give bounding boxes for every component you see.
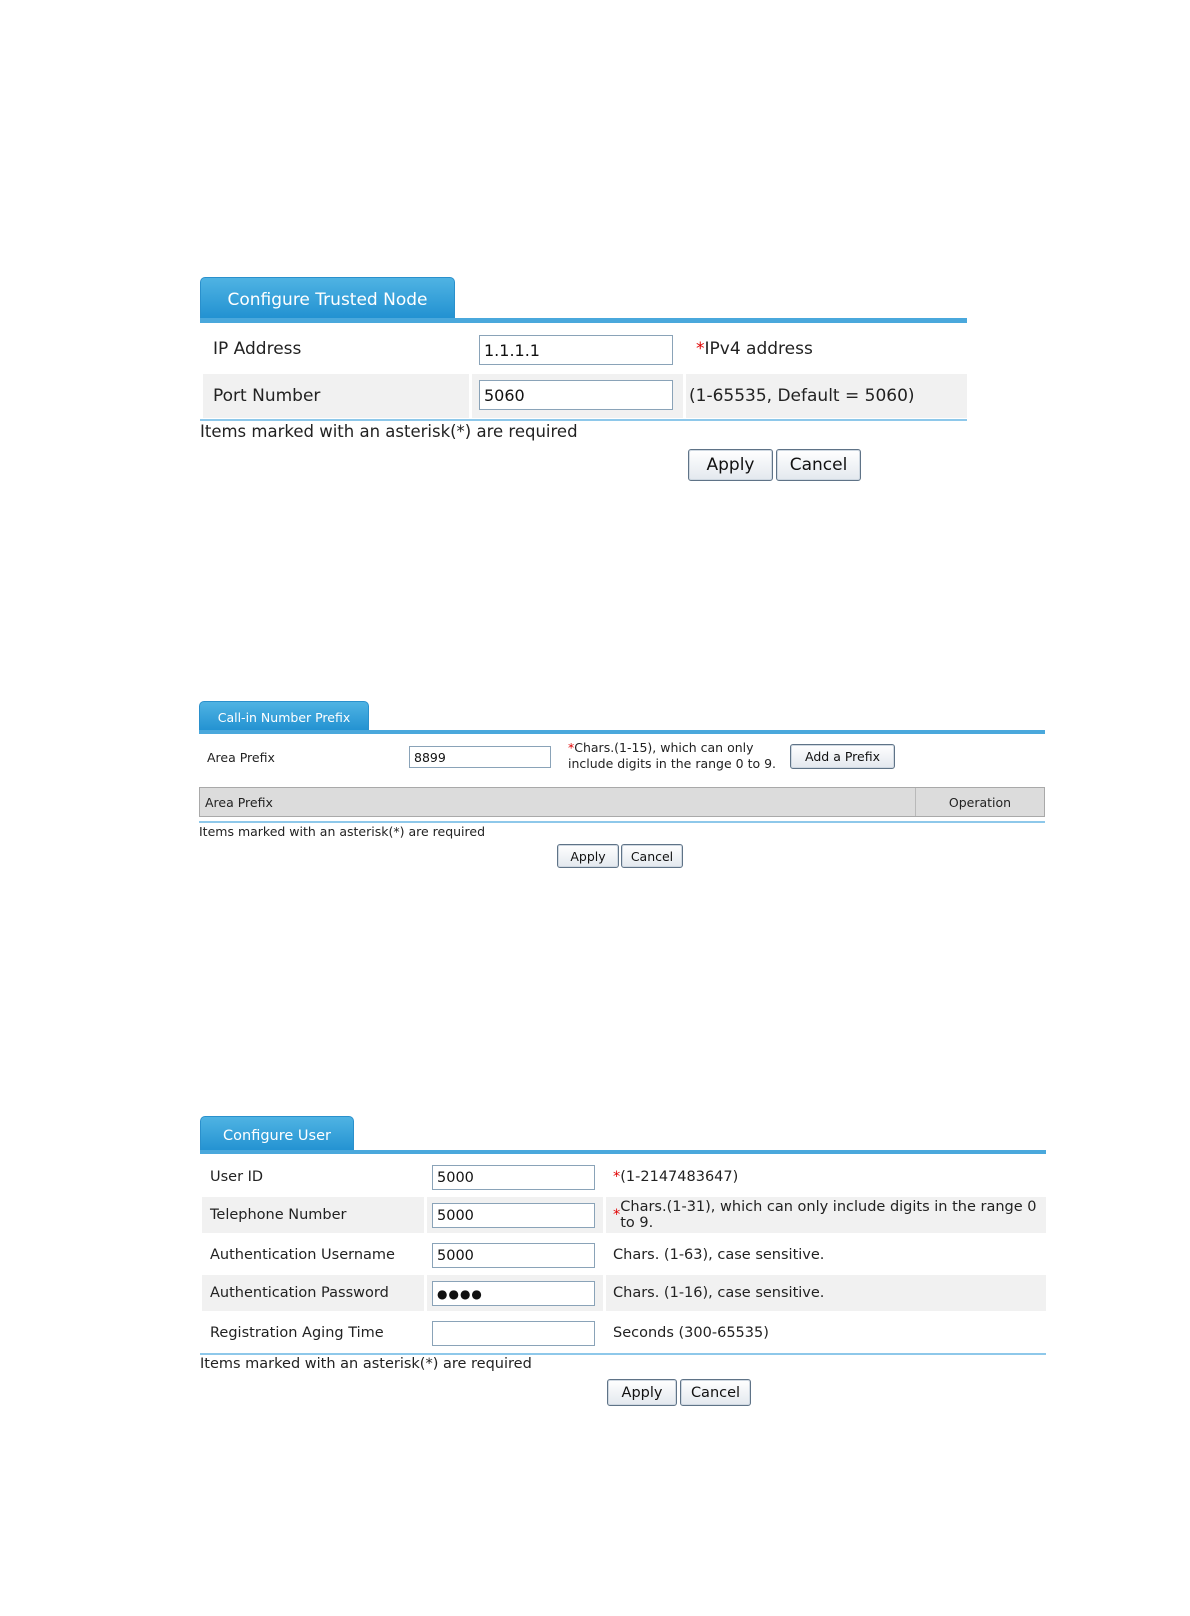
ip-address-value: 1.1.1.1 [484, 340, 540, 360]
prefix-table-header [199, 787, 1045, 817]
tab-callin-number-prefix[interactable] [199, 701, 369, 733]
port-number-hint: (1-65535, Default = 5060) [689, 386, 915, 406]
area-prefix-input[interactable] [409, 746, 551, 768]
area-prefix-label: Area Prefix [207, 749, 275, 765]
area-prefix-value: 8899 [414, 749, 446, 765]
telephone-number-hint: Chars.(1-31), which can only include digits in the range 0 to 9. [620, 1199, 1037, 1231]
required-note: Items marked with an asterisk(*) are required [200, 422, 578, 441]
user-id-row [200, 1158, 1046, 1196]
auth-username-input[interactable] [432, 1243, 595, 1268]
tab-label: Configure Trusted Node [227, 289, 428, 310]
required-note: Items marked with an asterisk(*) are required [200, 1356, 532, 1372]
form-bottom-line [200, 419, 967, 421]
auth-username-value: 5000 [437, 1247, 474, 1264]
apply-label: Apply [621, 1384, 663, 1401]
auth-password-label: Authentication Password [210, 1285, 389, 1301]
trusted-node-panel [200, 277, 967, 487]
registration-aging-row [200, 1314, 1046, 1352]
ip-address-hint: IPv4 address [704, 339, 813, 359]
col-area-prefix: Area Prefix [205, 794, 273, 810]
tab-underline [199, 730, 1045, 734]
auth-password-value: ●●●● [437, 1286, 483, 1301]
apply-label: Apply [570, 848, 606, 864]
auth-username-hint: Chars. (1-63), case sensitive. [613, 1247, 825, 1263]
telephone-number-label: Telephone Number [210, 1207, 347, 1223]
auth-password-input[interactable] [432, 1281, 595, 1306]
cancel-label: Cancel [789, 455, 848, 475]
apply-button[interactable] [688, 449, 773, 481]
form-bottom-line [200, 1353, 1046, 1355]
tab-label: Configure User [223, 1127, 331, 1144]
user-id-input[interactable] [432, 1165, 595, 1190]
area-prefix-row [199, 737, 1045, 777]
required-asterisk: * [613, 1169, 621, 1185]
tab-configure-user[interactable] [200, 1116, 354, 1154]
cancel-button[interactable] [776, 449, 861, 481]
telephone-number-row [200, 1197, 1046, 1233]
col-operation: Operation [948, 794, 1012, 810]
apply-label: Apply [706, 455, 755, 475]
registration-aging-label: Registration Aging Time [210, 1325, 384, 1341]
required-asterisk: * [696, 339, 705, 359]
apply-button[interactable] [557, 844, 619, 868]
tab-underline [200, 318, 967, 323]
area-hint-line1: Chars.(1-15), which can only [574, 740, 754, 755]
tab-underline [200, 1150, 1046, 1154]
apply-button[interactable] [607, 1379, 677, 1406]
auth-password-row [200, 1275, 1046, 1311]
port-number-value: 5060 [484, 385, 525, 405]
ip-address-input[interactable] [479, 335, 673, 365]
callin-prefix-panel [199, 701, 1045, 871]
cancel-label: Cancel [630, 848, 674, 864]
auth-password-hint: Chars. (1-16), case sensitive. [613, 1285, 825, 1301]
required-note: Items marked with an asterisk(*) are required [199, 824, 486, 839]
registration-aging-input[interactable] [432, 1321, 595, 1346]
registration-aging-hint: Seconds (300-65535) [613, 1325, 769, 1341]
telephone-number-input[interactable] [432, 1203, 595, 1228]
port-number-input[interactable] [479, 380, 673, 410]
required-asterisk: * [613, 1207, 621, 1223]
cancel-button[interactable] [680, 1379, 751, 1406]
user-id-value: 5000 [437, 1169, 474, 1186]
tab-label: Call-in Number Prefix [217, 710, 351, 725]
add-prefix-label: Add a Prefix [805, 749, 880, 764]
user-id-label: User ID [210, 1169, 264, 1185]
auth-username-row [200, 1236, 1046, 1274]
tab-configure-trusted-node[interactable] [200, 277, 455, 321]
ip-address-row [200, 328, 967, 370]
area-hint-line2: include digits in the range 0 to 9. [568, 756, 777, 771]
ip-address-label: IP Address [213, 339, 302, 359]
user-id-hint: (1-2147483647) [620, 1169, 739, 1185]
telephone-number-value: 5000 [437, 1207, 474, 1224]
auth-username-label: Authentication Username [210, 1247, 395, 1263]
port-number-label: Port Number [213, 386, 321, 406]
add-prefix-button[interactable] [790, 744, 895, 769]
cancel-label: Cancel [690, 1384, 741, 1401]
port-number-row [200, 374, 967, 418]
form-bottom-line [199, 821, 1045, 823]
cancel-button[interactable] [621, 844, 683, 868]
configure-user-panel [200, 1116, 1046, 1411]
area-prefix-hint [568, 737, 778, 777]
required-asterisk: * [568, 740, 575, 755]
